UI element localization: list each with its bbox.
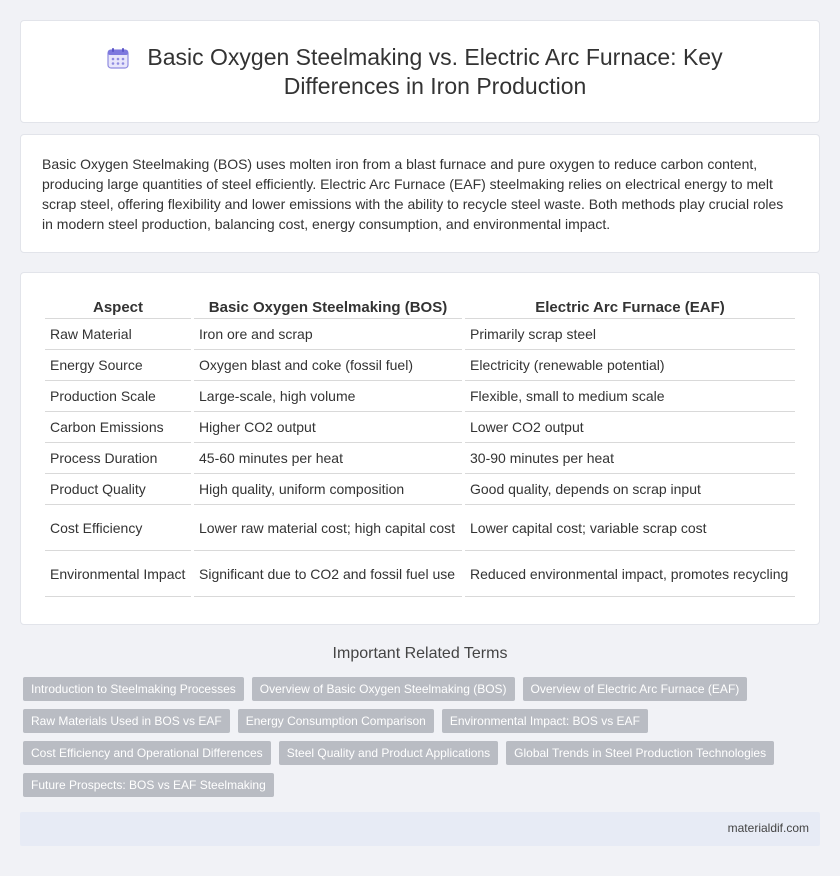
cell-aspect: Environmental Impact (45, 551, 191, 597)
table-row (45, 551, 795, 597)
title-row (21, 43, 819, 101)
related-terms-title: Important Related Terms (332, 645, 508, 662)
cell-bos: Oxygen blast and coke (fossil fuel) (194, 350, 462, 381)
related-terms-list (23, 677, 823, 805)
cell-bos: Large-scale, high volume (194, 381, 462, 412)
cell-bos: Higher CO2 output (194, 412, 462, 443)
cell-eaf: Flexible, small to medium scale (465, 381, 795, 412)
related-term-link[interactable]: Overview of Electric Arc Furnace (EAF) (523, 677, 748, 701)
related-term-link[interactable]: Overview of Basic Oxygen Steelmaking (BOS) (252, 677, 515, 701)
cell-aspect: Cost Efficiency (45, 505, 191, 551)
intro-card (20, 134, 820, 253)
table-row (45, 412, 795, 443)
calendar-icon (107, 47, 129, 69)
intro-paragraph: Basic Oxygen Steelmaking (BOS) uses molten iron from a blast furnace and pure oxygen to reduce carbon content, producing large quantities of steel efficiently. Electric Arc Furnace (EAF) steelmaking relies on electrical energy to melt scrap steel, offering flexibility and lower emissions with the ability to recycle steel waste. Both methods play crucial roles in modern steel production, balancing cost, energy consumption, and environmental impact. (42, 156, 784, 232)
tag-row (23, 677, 823, 701)
table-header-row (45, 295, 795, 319)
header-eaf: Electric Arc Furnace (EAF) (465, 295, 795, 319)
related-term-link[interactable]: Global Trends in Steel Production Technologies (506, 741, 774, 765)
related-term-link[interactable]: Steel Quality and Product Applications (279, 741, 498, 765)
tag-row (23, 709, 823, 733)
cell-aspect: Carbon Emissions (45, 412, 191, 443)
related-term-link[interactable]: Introduction to Steelmaking Processes (23, 677, 244, 701)
cell-eaf: Reduced environmental impact, promotes recycling (465, 551, 795, 597)
cell-eaf: Electricity (renewable potential) (465, 350, 795, 381)
header-aspect: Aspect (45, 295, 191, 319)
cell-bos: Lower raw material cost; high capital cost (194, 505, 462, 551)
cell-aspect: Production Scale (45, 381, 191, 412)
table-row (45, 474, 795, 505)
footer-site-link[interactable]: materialdif.com (727, 821, 809, 835)
cell-aspect: Process Duration (45, 443, 191, 474)
header-bos: Basic Oxygen Steelmaking (BOS) (194, 295, 462, 319)
cell-eaf: Lower CO2 output (465, 412, 795, 443)
related-term-link[interactable]: Cost Efficiency and Operational Differences (23, 741, 271, 765)
table-row (45, 443, 795, 474)
cell-aspect: Raw Material (45, 319, 191, 350)
tag-row (23, 741, 823, 765)
cell-eaf: 30-90 minutes per heat (465, 443, 795, 474)
table-row (45, 350, 795, 381)
tag-row (23, 773, 823, 797)
comparison-table-card (20, 272, 820, 625)
cell-bos: Significant due to CO2 and fossil fuel use (194, 551, 462, 597)
cell-bos: 45-60 minutes per heat (194, 443, 462, 474)
comparison-table (42, 295, 798, 597)
header-card (20, 20, 820, 123)
footer (20, 812, 820, 846)
cell-aspect: Energy Source (45, 350, 191, 381)
related-term-link[interactable]: Energy Consumption Comparison (238, 709, 434, 733)
cell-aspect: Product Quality (45, 474, 191, 505)
cell-bos: Iron ore and scrap (194, 319, 462, 350)
page-title: Basic Oxygen Steelmaking vs. Electric Arc Furnace: Key Differences in Iron Production (147, 44, 723, 99)
related-term-link[interactable]: Future Prospects: BOS vs EAF Steelmaking (23, 773, 274, 797)
table-row (45, 319, 795, 350)
related-term-link[interactable]: Raw Materials Used in BOS vs EAF (23, 709, 230, 733)
cell-bos: High quality, uniform composition (194, 474, 462, 505)
table-row (45, 505, 795, 551)
related-term-link[interactable]: Environmental Impact: BOS vs EAF (442, 709, 648, 733)
cell-eaf: Primarily scrap steel (465, 319, 795, 350)
cell-eaf: Good quality, depends on scrap input (465, 474, 795, 505)
table-row (45, 381, 795, 412)
cell-eaf: Lower capital cost; variable scrap cost (465, 505, 795, 551)
